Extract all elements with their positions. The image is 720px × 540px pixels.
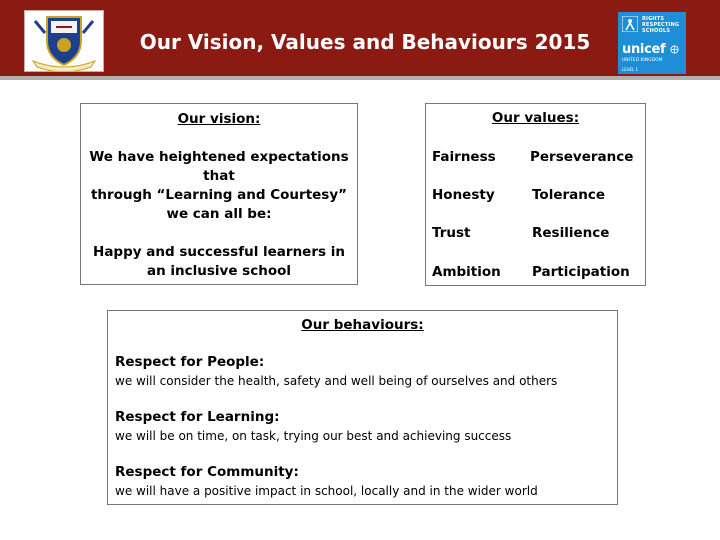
level-label: LEVEL 1 [622, 67, 639, 72]
value-item: Fairness [432, 149, 496, 165]
vision-line: through “Learning and Courtesy” [90, 187, 348, 203]
unicef-rights-respecting-badge [618, 12, 686, 74]
rrs-line-1: RIGHTS [642, 16, 665, 22]
vision-heading: Our vision: [177, 111, 261, 127]
value-item: Ambition [432, 264, 501, 280]
rrs-label [642, 16, 679, 34]
vision-line: Happy and successful learners in [93, 244, 345, 260]
vision-line: an inclusive school [146, 263, 292, 279]
unicef-wordmark [622, 42, 679, 57]
values-heading: Our values: [491, 110, 580, 126]
unicef-brand-text: unicef [622, 42, 666, 57]
page-title: Our Vision, Values and Behaviours 2015 [139, 30, 591, 54]
value-item: Trust [432, 225, 471, 241]
value-item: Participation [532, 264, 630, 280]
behaviours-heading: Our behaviours: [301, 317, 424, 333]
vision-line: We have heightened expectations [89, 149, 349, 165]
behaviour-title: Respect for People: [115, 354, 265, 370]
behaviour-text: we will be on time, on task, trying our best and achieving success [115, 429, 512, 443]
header-bar [0, 0, 720, 80]
country-line-2: KINGDOM [640, 58, 663, 63]
behaviour-title: Respect for Community: [115, 464, 299, 480]
values-box [425, 103, 646, 286]
value-item: Tolerance [532, 187, 606, 203]
behaviour-text: we will consider the health, safety and well being of ourselves and others [115, 374, 558, 388]
rrs-emblem-icon [622, 16, 638, 32]
school-crest-logo [24, 10, 104, 72]
country-label [622, 58, 663, 63]
behaviour-title: Respect for Learning: [115, 409, 280, 425]
globe-icon [670, 45, 679, 54]
rrs-line-2: RESPECTING [642, 22, 680, 28]
country-line-1: UNITED [622, 58, 640, 63]
behaviour-text: we will have a positive impact in school, locally and in the wider world [115, 484, 538, 498]
value-item: Honesty [432, 187, 495, 203]
rrs-line-3: SCHOOLS [642, 28, 671, 34]
behaviours-box [107, 310, 618, 505]
value-item: Resilience [532, 225, 610, 241]
vision-box [80, 103, 358, 285]
vision-line: that [203, 168, 235, 184]
value-item: Perseverance [530, 149, 634, 165]
vision-line: we can all be: [166, 206, 272, 222]
